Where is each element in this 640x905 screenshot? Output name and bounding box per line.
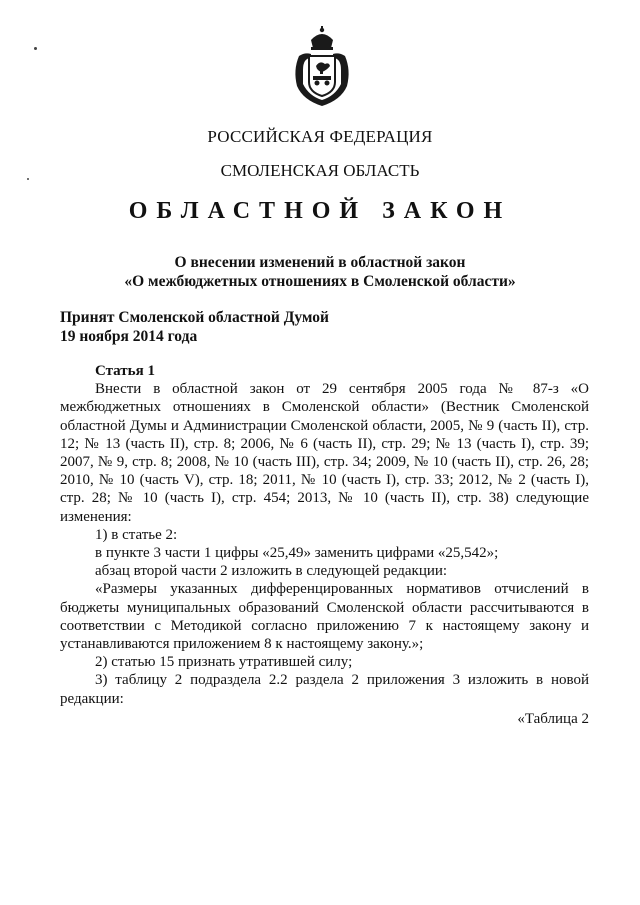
adoption-body: Принят Смоленской областной Думой bbox=[60, 309, 329, 326]
article-paragraph: Внести в областной закон от 29 сентября 2005 года № 87-з «О межбюджетных отношениях в Смоленской области» (Вестник Смоленской областной Думы и Администрации Смоленской области, 2005, № 9 (часть II), стр. 12; № 13 (часть II), стр. 8; 2006, № 6 (часть II), стр. 29; № 13 (часть I), стр. 39; 2007, № 9, стр. 8; 2008, № 10 (часть III), стр. 34; 2009, № 10 (часть II), стр. 26, 28; 2010, № 10 (часть V), стр. 18; 2011, № 10 (часть I), стр. 33; 2012, № 2 (часть I), стр. 28; № 10 (часть I), стр. 454; 2013, № 10 (часть II), стр. 38) следующие изменения: bbox=[60, 381, 589, 525]
table-reference: «Таблица 2 bbox=[517, 710, 589, 727]
article-paragraph: в пункте 3 части 1 цифры «25,49» заменить цифрами «25,542»; bbox=[95, 545, 499, 562]
article-body bbox=[60, 362, 589, 728]
article-paragraph: «Размеры указанных дифференцированных нормативов отчислений в бюджеты муниципальных образований Смоленской области рассчитываются в соответствии с Методикой согласно приложению 7 к настоящему закону и устанавливаются приложением 8 к настоящему закону.»; bbox=[60, 581, 589, 653]
adoption-date: 19 ноября 2014 года bbox=[60, 328, 198, 345]
scan-speck bbox=[34, 47, 37, 50]
scan-speck bbox=[27, 178, 29, 180]
smolensk-coat-of-arms-icon bbox=[289, 26, 355, 108]
law-title-line-2: «О межбюджетных отношениях в Смоленской области» bbox=[124, 273, 516, 290]
region-name: СМОЛЕНСКАЯ ОБЛАСТЬ bbox=[220, 161, 420, 180]
article-paragraph: 1) в статье 2: bbox=[95, 526, 178, 543]
country-name: РОССИЙСКАЯ ФЕДЕРАЦИЯ bbox=[207, 127, 433, 146]
article-heading: Статья 1 bbox=[95, 363, 155, 379]
article-paragraph: 3) таблицу 2 подраздела 2.2 раздела 2 приложения 3 изложить в новой редакции: bbox=[60, 672, 589, 707]
document-type: ОБЛАСТНОЙ ЗАКОН bbox=[128, 198, 512, 224]
article-paragraph: абзац второй части 2 изложить в следующей редакции: bbox=[95, 563, 448, 580]
law-title-line-1: О внесении изменений в областной закон bbox=[174, 254, 466, 271]
article-paragraph: 2) статью 15 признать утратившей силу; bbox=[95, 654, 353, 671]
adoption-block bbox=[60, 308, 600, 346]
